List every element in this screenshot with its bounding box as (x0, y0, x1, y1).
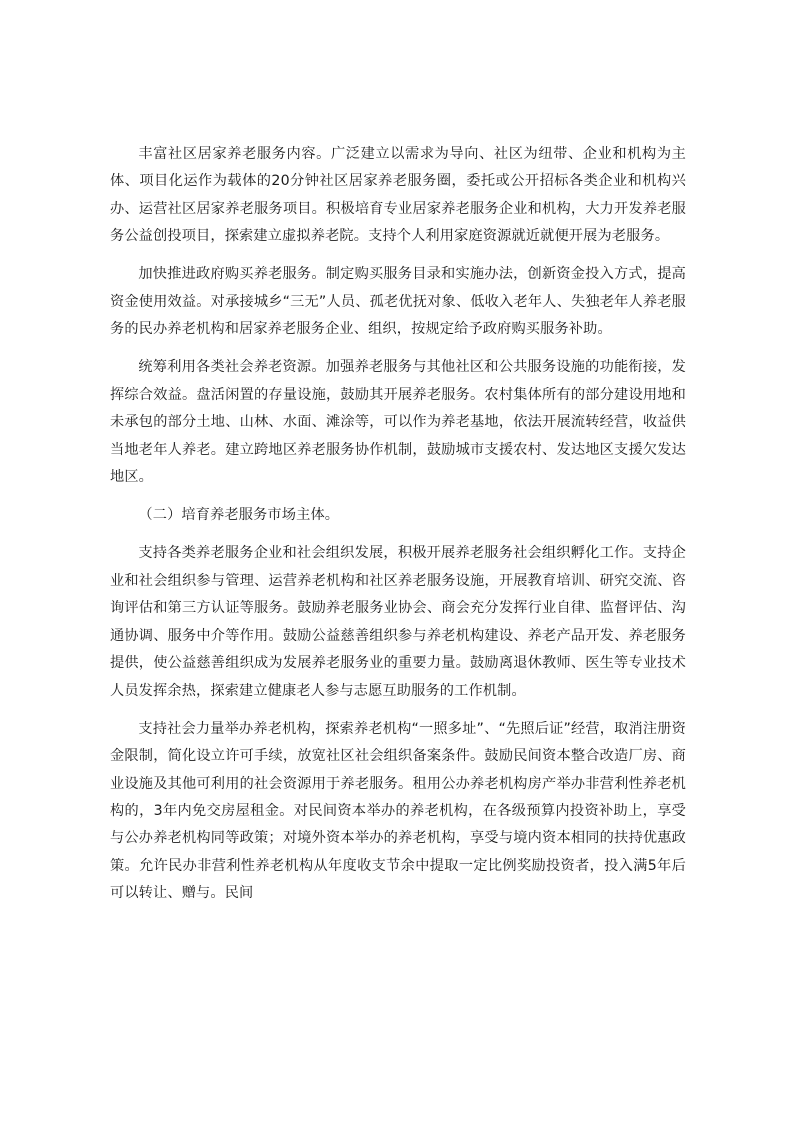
section-heading-market-entities: （二）培育养老服务市场主体。 (138, 507, 340, 524)
paragraph-government-purchase: 加快推进政府购买养老服务。制定购买服务目录和实施办法，创新资金投入方式，提高资金使用效益。对承接城乡“三无”人员、孤老优抚对象、低收入老年人、失独老年人养老服务的民办养老机构和居家养老服务企业、组织，按规定给予政府购买服务补助。 (110, 266, 686, 338)
paragraph-enterprise-support: 支持各类养老服务企业和社会组织发展，积极开展养老服务社会组织孵化工作。支持企业和社会组织参与管理、运营养老机构和社区养老服务设施，开展教育培训、研究交流、咨询评估和第三方认证等服务。鼓励养老服务业协会、商会充分发挥行业自律、监督评估、沟通协调、服务中介等作用。鼓励公益慈善组织参与养老机构建设、养老产品开发、养老服务提供，使公益慈善组织成为发展养老服务业的重要力量。鼓励离退休教师、医生等专业技术人员发挥余热，探索建立健康老人参与志愿互助服务的工作机制。 (110, 545, 686, 699)
paragraph-community-home-care: 丰富社区居家养老服务内容。广泛建立以需求为导向、社区为纽带、企业和机构为主体、项目化运作为载体的20分钟社区居家养老服务圈，委托或公开招标各类企业和机构兴办、运营社区居家养老服务项目。积极培育专业居家养老服务企业和机构，大力开发养老服务公益创投项目，探索建立虚拟养老院。支持个人利用家庭资源就近就便开展为老服务。 (110, 146, 686, 245)
document-body (110, 141, 686, 908)
paragraph-social-resources: 统筹利用各类社会养老资源。加强养老服务与其他社区和公共服务设施的功能衔接，发挥综合效益。盘活闲置的存量设施，鼓励其开展养老服务。农村集体所有的部分建设用地和未承包的部分土地、山林、水面、滩涂等，可以作为养老基地，依法开展流转经营，收益供当地老年人养老。建立跨地区养老服务协作机制，鼓励城市支援农村、发达地区支援欠发达地区。 (110, 359, 686, 486)
paragraph-social-capital-institutions: 支持社会力量举办养老机构，探索养老机构“一照多址”、“先照后证”经营，取消注册资金限制，简化设立许可手续，放宽社区社会组织备案条件。鼓励民间资本整合改造厂房、商业设施及其他可利用的社会资源用于养老服务。租用公办养老机构房产举办非营利性养老机构的，3年内免交房屋租金。对民间资本举办的养老机构，在各级预算内投资补助上，享受与公办养老机构同等政策；对境外资本举办的养老机构，享受与境内资本相同的扶持优惠政策。允许民办非营利性养老机构从年度收支节余中提取一定比例奖励投资者，投入满5年后可以转让、赠与。民间 (110, 720, 686, 902)
